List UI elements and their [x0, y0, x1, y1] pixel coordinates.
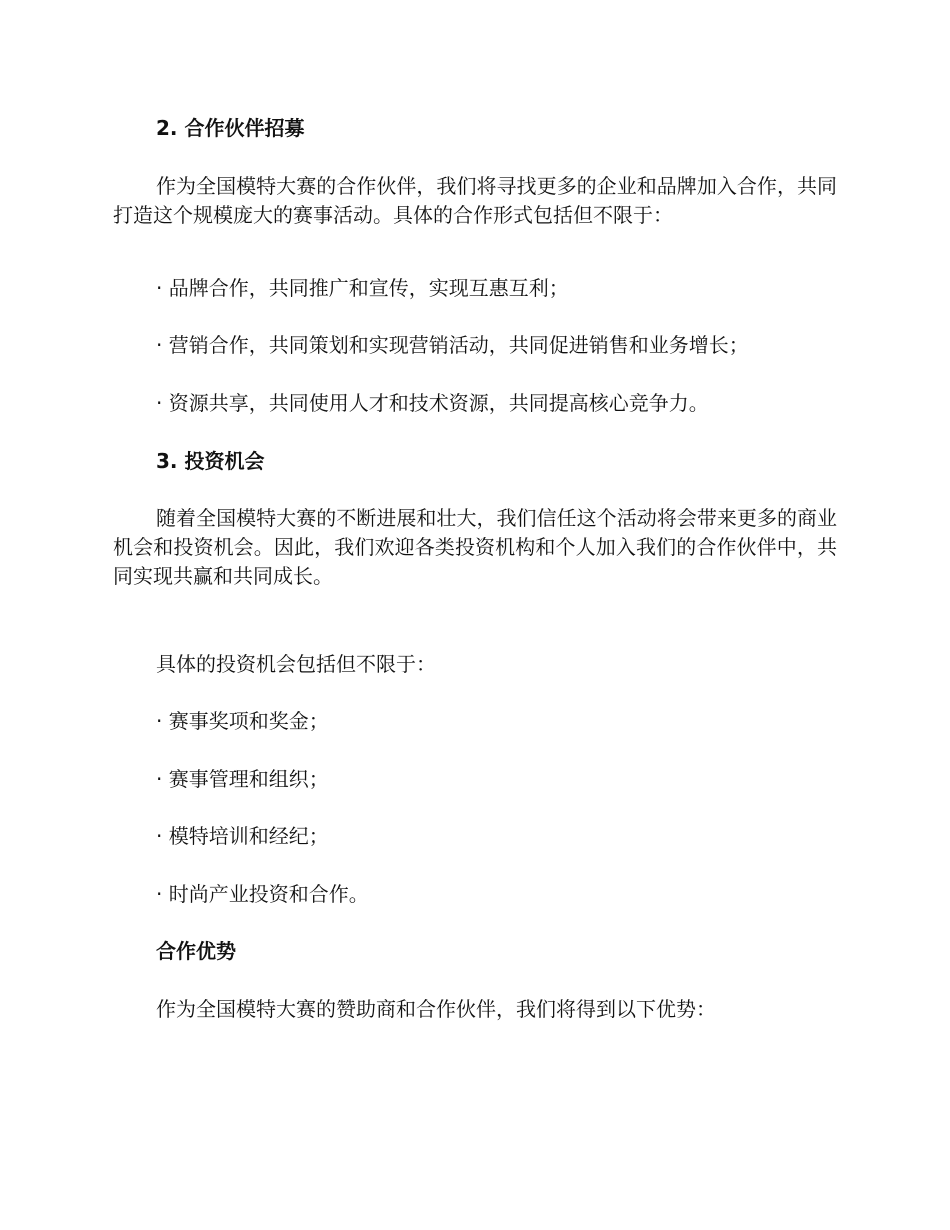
- partner-recruitment-paragraph: 作为全国模特大赛的合作伙伴，我们将寻找更多的企业和品牌加入合作，共同打造这个规模庞大的赛事活动。具体的合作形式包括但不限于：: [113, 174, 837, 227]
- list-item: · 资源共享，共同使用人才和技术资源，共同提高核心竞争力。: [156, 391, 709, 415]
- list-item: · 赛事管理和组织；: [156, 767, 329, 791]
- list-item: · 模特培训和经纪；: [156, 824, 329, 848]
- list-item: · 品牌合作，共同推广和宣传，实现互惠互利；: [156, 276, 569, 300]
- investment-lead-text: 具体的投资机会包括但不限于：: [156, 652, 436, 676]
- investment-paragraph: 随着全国模特大赛的不断进展和壮大，我们信任这个活动将会带来更多的商业机会和投资机会。因此，我们欢迎各类投资机构和个人加入我们的合作伙伴中，共同实现共赢和共同成长。: [113, 506, 837, 588]
- section-heading-investment: 3. 投资机会: [156, 449, 265, 473]
- section-heading-partner-recruitment: 2. 合作伙伴招募: [156, 116, 305, 140]
- list-item: · 营销合作，共同策划和实现营销活动，共同促进销售和业务增长；: [156, 333, 749, 357]
- advantages-paragraph: 作为全国模特大赛的赞助商和合作伙伴，我们将得到以下优势：: [156, 997, 716, 1021]
- section-heading-advantages: 合作优势: [156, 939, 236, 963]
- list-item: · 赛事奖项和奖金；: [156, 709, 329, 733]
- list-item: · 时尚产业投资和合作。: [156, 882, 369, 906]
